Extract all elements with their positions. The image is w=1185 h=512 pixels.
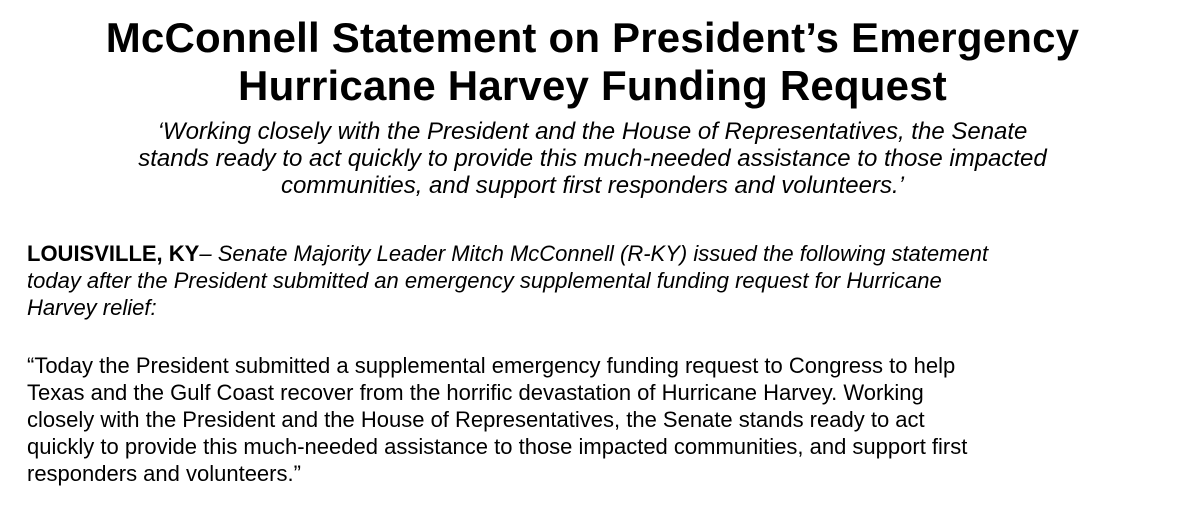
subtitle-line: communities, and support first responders and volunteers.’ bbox=[281, 172, 904, 199]
title-line: McConnell Statement on President’s Emergency bbox=[105, 14, 1080, 61]
intro-line: today after the President submitted an emergency supplemental funding request for Hurricane bbox=[27, 268, 942, 293]
quote-line: quickly to provide this much-needed assistance to those impacted communities, and support first bbox=[27, 434, 968, 459]
page-title bbox=[0, 14, 1185, 110]
statement-quote-paragraph bbox=[27, 352, 1177, 487]
title-line: Hurricane Harvey Funding Request bbox=[238, 62, 947, 109]
intro-line: Harvey relief: bbox=[27, 295, 157, 320]
subtitle-line: ‘Working closely with the President and the House of Representatives, the Senate bbox=[157, 118, 1028, 145]
intro-lead-text: – Senate Majority Leader Mitch McConnell (R-KY) issued the following statement bbox=[199, 241, 989, 266]
intro-line bbox=[27, 240, 1177, 267]
quote-line: Texas and the Gulf Coast recover from the horrific devastation of Hurricane Harvey. Working bbox=[27, 380, 924, 405]
pull-quote-subtitle bbox=[0, 118, 1185, 199]
quote-line: closely with the President and the House of Representatives, the Senate stands ready to act bbox=[27, 407, 925, 432]
subtitle-line: stands ready to act quickly to provide this much-needed assistance to those impacted bbox=[138, 145, 1047, 172]
dateline: LOUISVILLE, KY bbox=[27, 241, 200, 266]
intro-paragraph bbox=[27, 240, 1177, 321]
quote-line: responders and volunteers.” bbox=[27, 461, 301, 486]
quote-line: “Today the President submitted a supplemental emergency funding request to Congress to help bbox=[27, 353, 956, 378]
